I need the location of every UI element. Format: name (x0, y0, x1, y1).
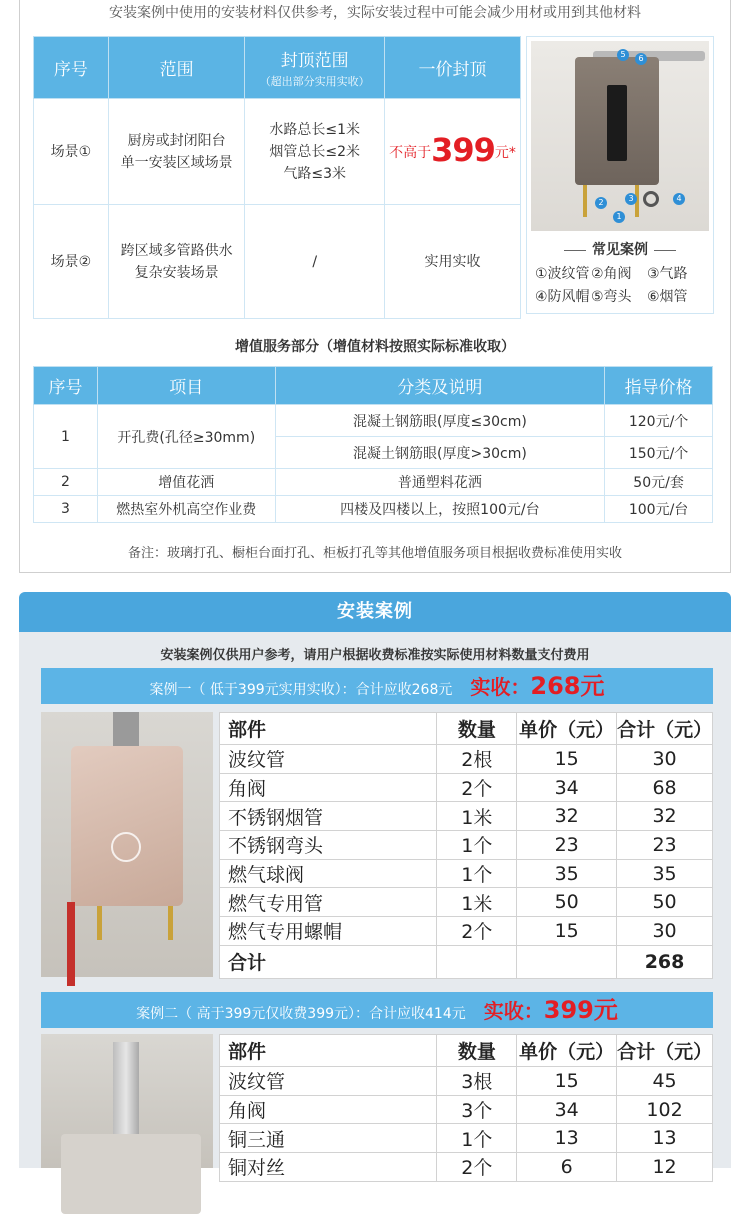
value-added-table (33, 366, 713, 523)
scene-no: 场景① (34, 99, 109, 205)
water-heater (71, 746, 183, 906)
case1-bar (41, 668, 713, 704)
table-row: 燃气专用管 1米 50 50 (220, 888, 713, 917)
row-item: 增值花洒 (97, 469, 275, 496)
scene-price: 不高于399元* (385, 99, 521, 205)
row-price: 120元/个 (605, 405, 713, 437)
water-heater (575, 57, 659, 185)
header-item: 项目 (97, 367, 275, 405)
header-qty: 数量 (437, 713, 517, 745)
row-desc: 混凝土钢筋眼(厚度≤30cm) (275, 405, 604, 437)
header-no: 序号 (34, 37, 109, 99)
marker-6: 6 (635, 53, 647, 65)
row-price: 50元/套 (605, 469, 713, 496)
marker-1: 1 (613, 211, 625, 223)
scene-no: 场景② (34, 205, 109, 319)
header-cap: 封顶范围 （超出部分实用实收） (245, 37, 385, 99)
marker-2: 2 (595, 197, 607, 209)
header-desc: 分类及说明 (275, 367, 604, 405)
common-cases-box (526, 36, 714, 314)
case2-paid-value: 399元 (543, 996, 618, 1024)
row-desc: 四楼及四楼以上，按照100元/台 (275, 496, 604, 523)
table-row: 角阀 2个 34 68 (220, 773, 713, 802)
case1-paid: 实收：268元 (470, 672, 605, 700)
table-row (34, 405, 713, 437)
header-unit: 单价（元） (517, 713, 617, 745)
materials-note: 安装案例中使用的安装材料仅供参考，实际安装过程中可能会减少用材或用到其他材料 (109, 5, 641, 21)
header-total: 合计（元） (617, 1035, 713, 1067)
case1-table (219, 712, 713, 979)
row-price: 100元/台 (605, 496, 713, 523)
install-cases-section (19, 592, 731, 1180)
marker-4: 4 (673, 193, 685, 205)
table-row: 铜对丝 2个 6 12 (220, 1153, 713, 1182)
scene-table (33, 36, 521, 319)
common-cases-title: 常见案例 (527, 239, 713, 259)
value-added-heading: 增值服务部分（增值材料按照实际标准收取） (235, 339, 515, 355)
table-row: 波纹管 2根 15 30 (220, 745, 713, 774)
table-row: 不锈钢烟管 1米 32 32 (220, 802, 713, 831)
table-row: 波纹管 3根 15 45 (220, 1067, 713, 1096)
brand-emblem (111, 832, 141, 862)
control-panel (607, 85, 627, 161)
water-heater (61, 1134, 201, 1214)
header-scope: 范围 (108, 37, 245, 99)
table-row: 角阀 3个 34 102 (220, 1095, 713, 1124)
table-row (34, 469, 713, 496)
total-row: 合计 268 (220, 945, 713, 978)
table-row (34, 496, 713, 523)
case1-label: 案例一（ 低于399元实用实收）：合计应收268元 (149, 682, 453, 698)
scene-scope: 厨房或封闭阳台 单一安装区域场景 (108, 99, 245, 205)
gas-pipe (67, 902, 75, 986)
table-row: 铜三通 1个 13 13 (220, 1124, 713, 1153)
common-cases-list (535, 263, 709, 309)
price-value: 399 (431, 131, 495, 169)
case-item: ②角阀 (591, 266, 632, 282)
table-row (34, 99, 521, 205)
header-price: 指导价格 (605, 367, 713, 405)
case-item: ⑥烟管 (647, 289, 688, 305)
scene-price: 实用实收 (385, 205, 521, 319)
case1-photo (41, 712, 213, 977)
pipe-fittings (97, 906, 173, 940)
scene-cap: 水路总长≤1米 烟管总长≤2米 气路≤3米 (245, 99, 385, 205)
marker-3: 3 (625, 193, 637, 205)
table-row (34, 205, 521, 319)
header-price: 一价封顶 (385, 37, 521, 99)
table-row: 燃气球阀 1个 35 35 (220, 859, 713, 888)
install-cases-note: 安装案例仅供用户参考，请用户根据收费标准按实际使用材料数量支付费用 (160, 648, 590, 663)
gas-valve (643, 191, 659, 207)
row-item: 开孔费(孔径≥30mm) (97, 405, 275, 469)
row-no: 3 (34, 496, 98, 523)
header-unit: 单价（元） (517, 1035, 617, 1067)
header-part: 部件 (220, 713, 437, 745)
total-value: 268 (617, 945, 713, 978)
table-row: 燃气专用螺帽 2个 15 30 (220, 917, 713, 946)
case2-bar (41, 992, 713, 1028)
value-added-footnote: 备注：玻璃打孔、橱柜台面打孔、柜板打孔等其他增值服务项目根据收费标准使用实收 (127, 546, 622, 561)
header-part: 部件 (220, 1035, 437, 1067)
case-item: ①波纹管 (535, 266, 590, 282)
case1-paid-value: 268元 (530, 672, 605, 700)
row-desc: 普通塑料花洒 (275, 469, 604, 496)
row-no: 1 (34, 405, 98, 469)
case2-paid: 实收：399元 (483, 996, 618, 1024)
case-item: ③气路 (647, 266, 688, 282)
row-no: 2 (34, 469, 98, 496)
case2-table (219, 1034, 713, 1182)
case2-label: 案例二（ 高于399元仅收费399元）：合计应收414元 (136, 1006, 466, 1022)
case-item: ⑤弯头 (591, 289, 632, 305)
table-row: 不锈钢弯头 1个 23 23 (220, 831, 713, 860)
header-qty: 数量 (437, 1035, 517, 1067)
header-cap-sub: （超出部分实用实收） (259, 75, 370, 88)
row-desc: 混凝土钢筋眼(厚度>30cm) (275, 437, 604, 469)
water-heater-photo (531, 41, 709, 231)
marker-5: 5 (617, 49, 629, 61)
scene-scope: 跨区域多管路供水 复杂安装场景 (108, 205, 245, 319)
header-no: 序号 (34, 367, 98, 405)
install-cases-title: 安装案例 (19, 592, 731, 632)
case2-photo (41, 1034, 213, 1168)
case-item: ④防风帽 (535, 289, 590, 305)
row-price: 150元/个 (605, 437, 713, 469)
scene-cap: / (245, 205, 385, 319)
row-item: 燃热室外机高空作业费 (97, 496, 275, 523)
header-total: 合计（元） (617, 713, 713, 745)
